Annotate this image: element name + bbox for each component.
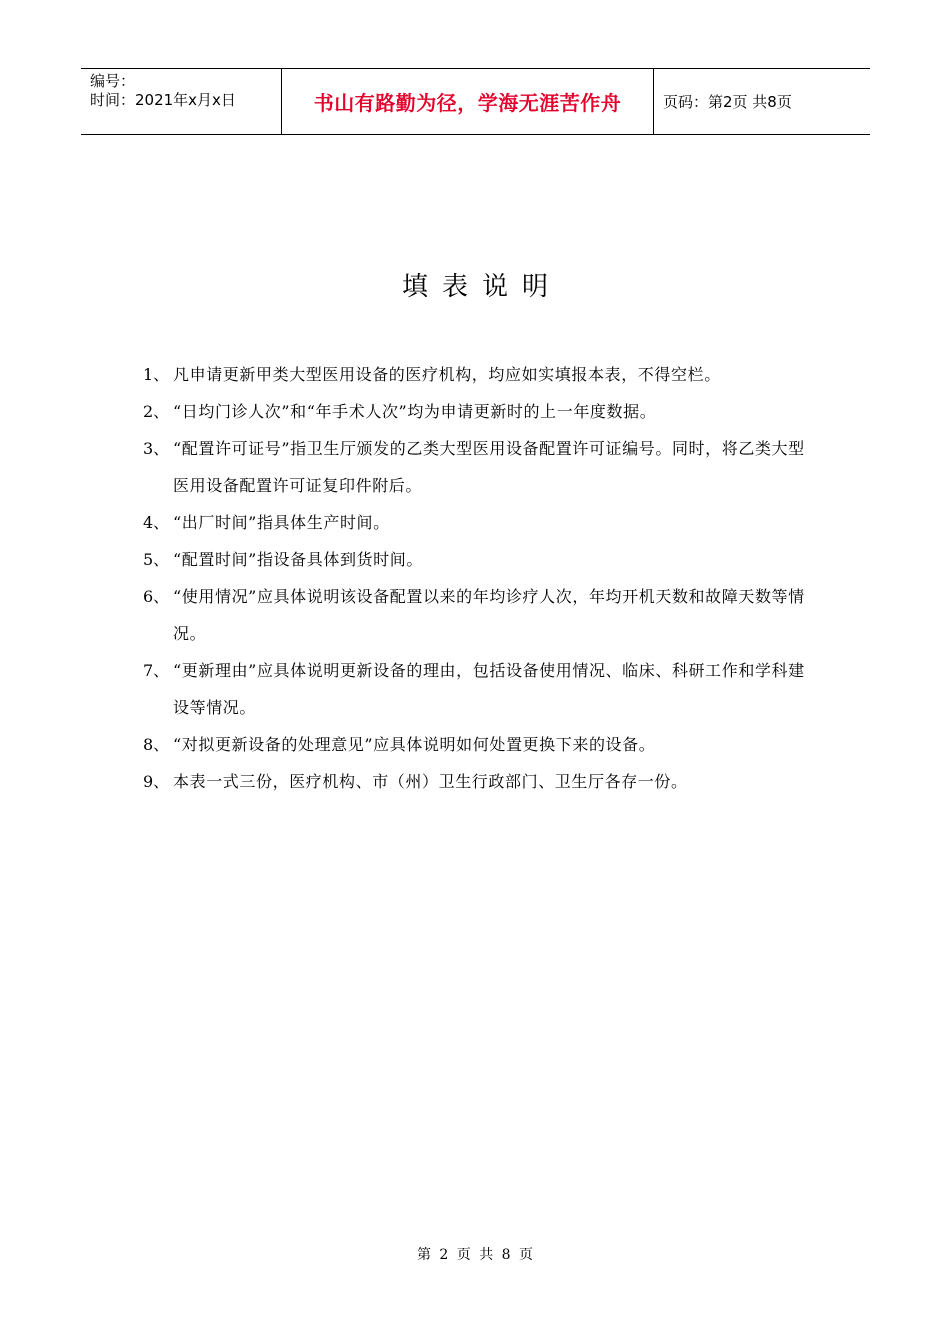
header-left-cell [81,69,281,134]
item-number: 8、 [143,735,170,754]
item-text: “更新理由”应具体说明更新设备的理由，包括设备使用情况、临床、科研工作和学科建设等情况。 [173,661,805,717]
list-item [143,578,815,652]
list-item [143,652,815,726]
list-item [143,726,815,763]
motto-text: 书山有路勤为径，学海无涯苦作舟 [313,91,622,115]
item-text: “日均门诊人次”和“年手术人次”均为申请更新时的上一年度数据。 [173,402,657,421]
instruction-list [143,356,815,800]
list-item [143,393,815,430]
item-number: 4、 [143,513,170,532]
item-text: “配置许可证号”指卫生厅颁发的乙类大型医用设备配置许可证编号。同时，将乙类大型医用设备配置许可证复印件附后。 [173,439,805,495]
item-text: “对拟更新设备的处理意见”应具体说明如何处置更换下来的设备。 [173,735,656,754]
list-item [143,356,815,393]
item-number: 9、 [143,772,170,791]
serial-number-label: 编号： [90,72,136,90]
list-item [143,430,815,504]
page-footer: 第 2 页 共 8 页 [416,1247,534,1263]
list-item [143,541,815,578]
item-number: 6、 [143,587,170,606]
page-title: 填表说明 [401,272,562,302]
item-text: 本表一式三份，医疗机构、市（州）卫生行政部门、卫生厅各存一份。 [173,772,688,791]
header-motto-cell [281,69,654,134]
item-number: 3、 [143,439,170,458]
item-text: “配置时间”指设备具体到货时间。 [173,550,423,569]
list-item [143,763,815,800]
page-number-label: 页码：第2页 共8页 [663,93,792,111]
header-page-cell [654,69,870,134]
item-text: “使用情况”应具体说明该设备配置以来的年均诊疗人次，年均开机天数和故障天数等情况。 [173,587,805,643]
item-text: “出厂时间”指具体生产时间。 [173,513,390,532]
item-text: 凡申请更新甲类大型医用设备的医疗机构，均应如实填报本表，不得空栏。 [173,365,721,384]
item-number: 5、 [143,550,170,569]
item-number: 1、 [143,365,170,384]
document-header [81,68,870,135]
item-number: 2、 [143,402,170,421]
date-label: 时间：2021年x月x日 [90,91,236,109]
list-item [143,504,815,541]
item-number: 7、 [143,661,170,680]
